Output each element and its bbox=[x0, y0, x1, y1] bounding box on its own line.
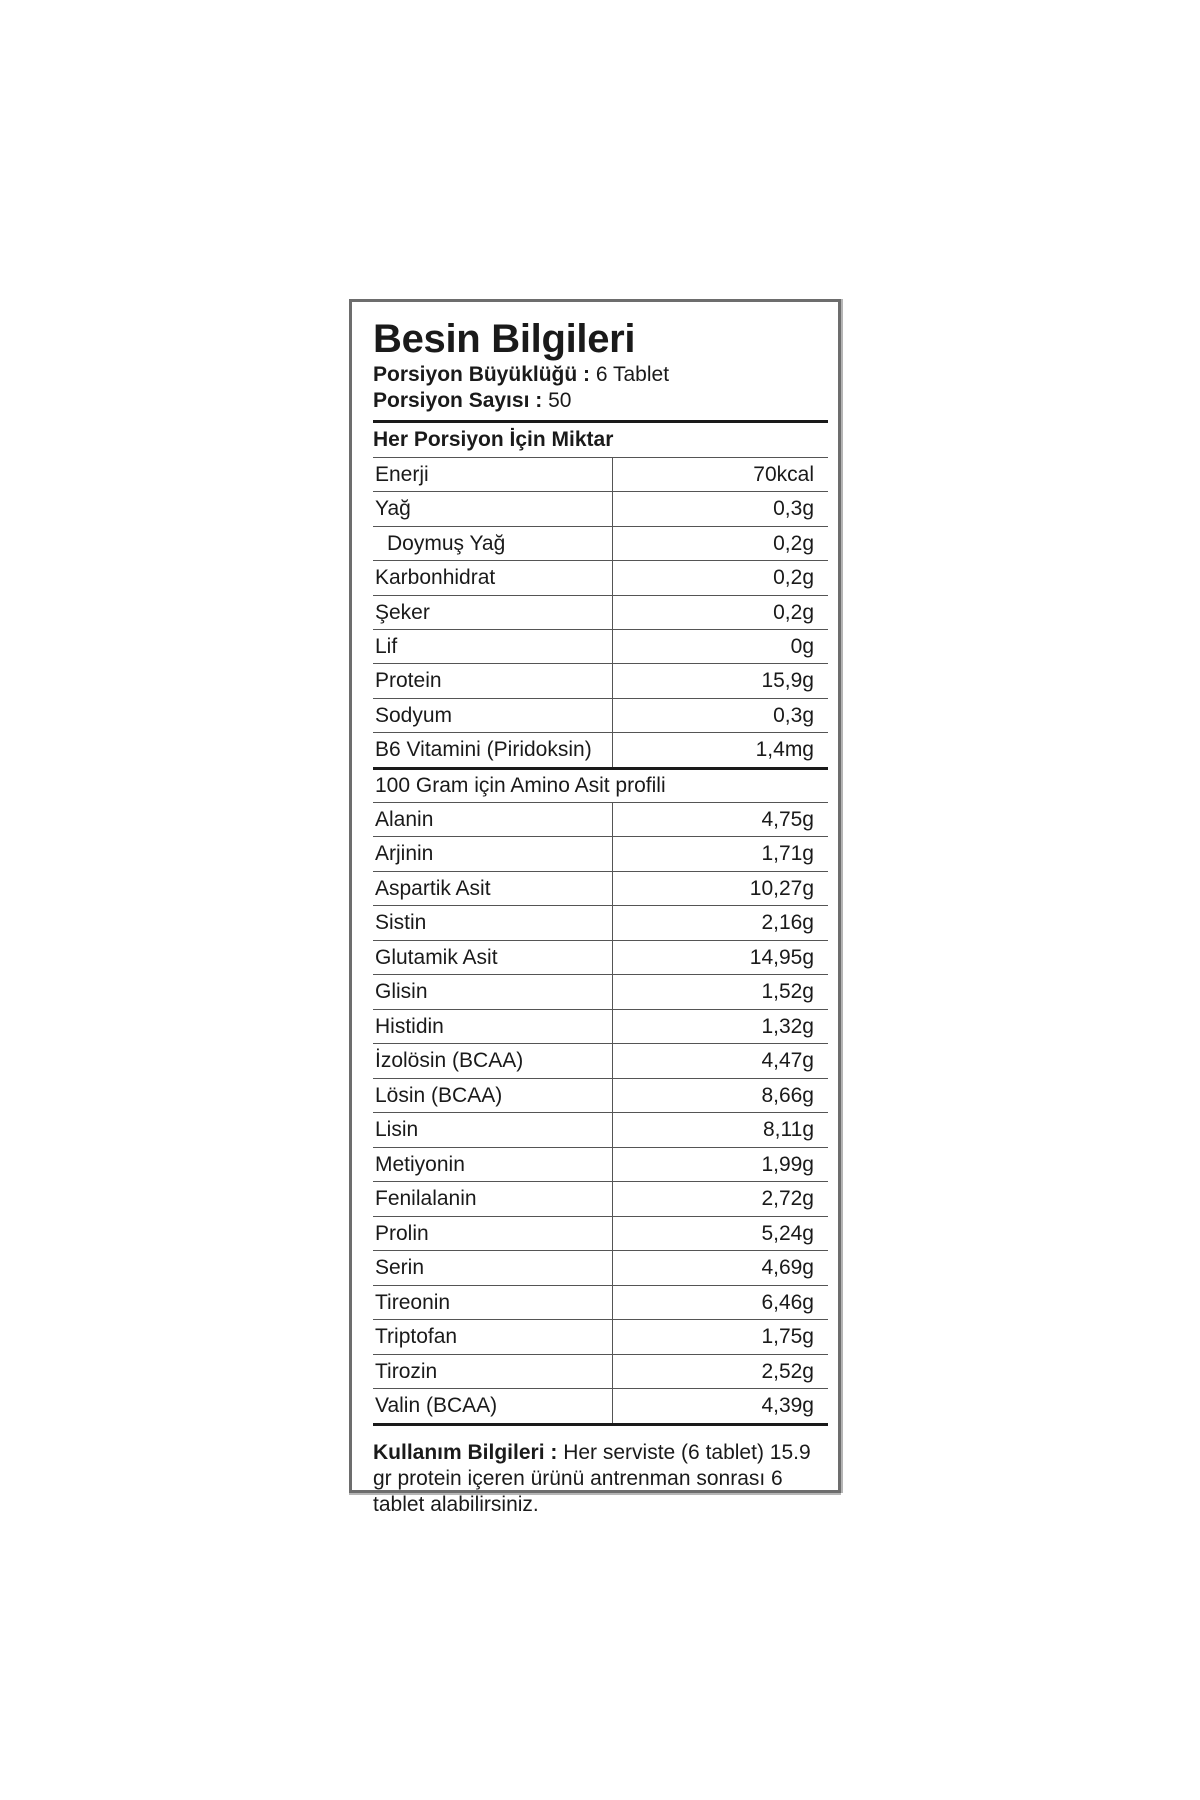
nutrient-name: Enerji bbox=[373, 458, 613, 491]
nutrient-row bbox=[373, 733, 828, 769]
amino-row bbox=[373, 906, 828, 941]
serving-size-value: 6 Tablet bbox=[595, 363, 670, 386]
nutrient-name: Protein bbox=[373, 664, 613, 697]
nutrient-row bbox=[373, 630, 828, 664]
amino-row bbox=[373, 1044, 828, 1079]
amino-value: 2,52g bbox=[761, 1359, 814, 1383]
amino-value: 2,16g bbox=[761, 911, 814, 935]
amino-row bbox=[373, 1182, 828, 1217]
amino-row bbox=[373, 1113, 828, 1148]
amino-name: Prolin bbox=[373, 1217, 613, 1251]
amino-value: 1,32g bbox=[761, 1014, 814, 1038]
nutrient-value: 1,4mg bbox=[755, 738, 814, 762]
nutrient-value: 0,2g bbox=[773, 566, 814, 590]
nutrient-row bbox=[373, 561, 828, 595]
nutrient-value: 0,3g bbox=[773, 703, 814, 727]
nutrient-value: 0g bbox=[790, 634, 814, 658]
amino-name: Aspartik Asit bbox=[373, 872, 613, 906]
amino-row bbox=[373, 1355, 828, 1390]
amino-value: 2,72g bbox=[761, 1187, 814, 1211]
amino-name: Fenilalanin bbox=[373, 1182, 613, 1216]
amino-row bbox=[373, 803, 828, 838]
nutrient-name: Yağ bbox=[373, 492, 613, 525]
amino-row bbox=[373, 872, 828, 907]
nutrient-name: Şeker bbox=[373, 596, 613, 629]
nutrient-value: 0,2g bbox=[773, 600, 814, 624]
amino-value: 14,95g bbox=[749, 945, 814, 969]
nutrient-value: 0,2g bbox=[773, 531, 814, 555]
nutrient-value: 15,9g bbox=[761, 669, 814, 693]
amino-name: Lösin (BCAA) bbox=[373, 1079, 613, 1113]
nutrient-value: 0,3g bbox=[773, 497, 814, 521]
amino-acid-table bbox=[373, 803, 828, 1426]
usage-info bbox=[373, 1440, 813, 1518]
amino-name: Triptofan bbox=[373, 1320, 613, 1354]
amino-value: 8,66g bbox=[761, 1083, 814, 1107]
amino-row bbox=[373, 1389, 828, 1426]
amino-row bbox=[373, 1286, 828, 1321]
amino-name: İzolösin (BCAA) bbox=[373, 1044, 613, 1078]
amino-name: Serin bbox=[373, 1251, 613, 1285]
nutrient-name: Sodyum bbox=[373, 699, 613, 732]
amino-row bbox=[373, 1079, 828, 1114]
amino-name: Sistin bbox=[373, 906, 613, 940]
amino-value: 10,27g bbox=[749, 876, 814, 900]
nutrient-name: B6 Vitamini (Piridoksin) bbox=[373, 733, 613, 766]
label-title: Besin Bilgileri bbox=[373, 317, 636, 361]
amino-row bbox=[373, 1217, 828, 1252]
amino-name: Histidin bbox=[373, 1010, 613, 1044]
nutrient-row bbox=[373, 527, 828, 561]
amino-row bbox=[373, 941, 828, 976]
amino-row bbox=[373, 1010, 828, 1045]
amino-value: 1,52g bbox=[761, 980, 814, 1004]
amino-name: Tirozin bbox=[373, 1355, 613, 1389]
amino-value: 1,75g bbox=[761, 1325, 814, 1349]
amino-value: 6,46g bbox=[761, 1290, 814, 1314]
amino-name: Arjinin bbox=[373, 837, 613, 871]
nutrient-row bbox=[373, 458, 828, 492]
amino-row bbox=[373, 837, 828, 872]
nutrient-value: 70kcal bbox=[753, 463, 814, 486]
amino-value: 1,99g bbox=[761, 1152, 814, 1176]
nutrient-row bbox=[373, 596, 828, 630]
amino-value: 1,71g bbox=[761, 842, 814, 866]
serving-size bbox=[373, 362, 828, 388]
label-content bbox=[373, 316, 828, 1518]
amino-name: Glisin bbox=[373, 975, 613, 1009]
serving-count-label: Porsiyon Sayısı : bbox=[373, 389, 543, 412]
serving-count bbox=[373, 388, 828, 414]
per-serving-heading: Her Porsiyon İçin Miktar bbox=[373, 423, 828, 458]
amino-name: Metiyonin bbox=[373, 1148, 613, 1182]
amino-row bbox=[373, 1148, 828, 1183]
amino-name: Lisin bbox=[373, 1113, 613, 1147]
amino-name: Valin (BCAA) bbox=[373, 1389, 613, 1423]
serving-count-value: 50 bbox=[548, 389, 572, 412]
nutrient-name: Lif bbox=[373, 630, 613, 663]
amino-value: 4,69g bbox=[761, 1256, 814, 1280]
amino-row bbox=[373, 975, 828, 1010]
usage-text: Her serviste (6 tablet) 15.9 gr protein içeren ürünü antrenman sonrası 6 tablet alabilirsiniz. bbox=[373, 1440, 811, 1516]
usage-label: Kullanım Bilgileri : bbox=[373, 1440, 558, 1464]
nutrient-name: Doymuş Yağ bbox=[373, 527, 613, 560]
amino-value: 4,75g bbox=[761, 807, 814, 831]
serving-size-label: Porsiyon Büyüklüğü : bbox=[373, 363, 591, 386]
nutrient-table bbox=[373, 458, 828, 770]
nutrition-facts-label bbox=[349, 299, 841, 1516]
amino-row bbox=[373, 1320, 828, 1355]
amino-name: Alanin bbox=[373, 803, 613, 837]
nutrient-row bbox=[373, 699, 828, 733]
nutrient-row bbox=[373, 664, 828, 698]
amino-value: 8,11g bbox=[763, 1118, 814, 1142]
amino-value: 5,24g bbox=[761, 1221, 814, 1245]
amino-name: Glutamik Asit bbox=[373, 941, 613, 975]
nutrient-name: Karbonhidrat bbox=[373, 561, 613, 594]
amino-acid-heading: 100 Gram için Amino Asit profili bbox=[373, 770, 828, 803]
amino-name: Tireonin bbox=[373, 1286, 613, 1320]
nutrient-row bbox=[373, 492, 828, 526]
amino-row bbox=[373, 1251, 828, 1286]
amino-value: 4,39g bbox=[761, 1394, 814, 1418]
amino-value: 4,47g bbox=[761, 1049, 814, 1073]
